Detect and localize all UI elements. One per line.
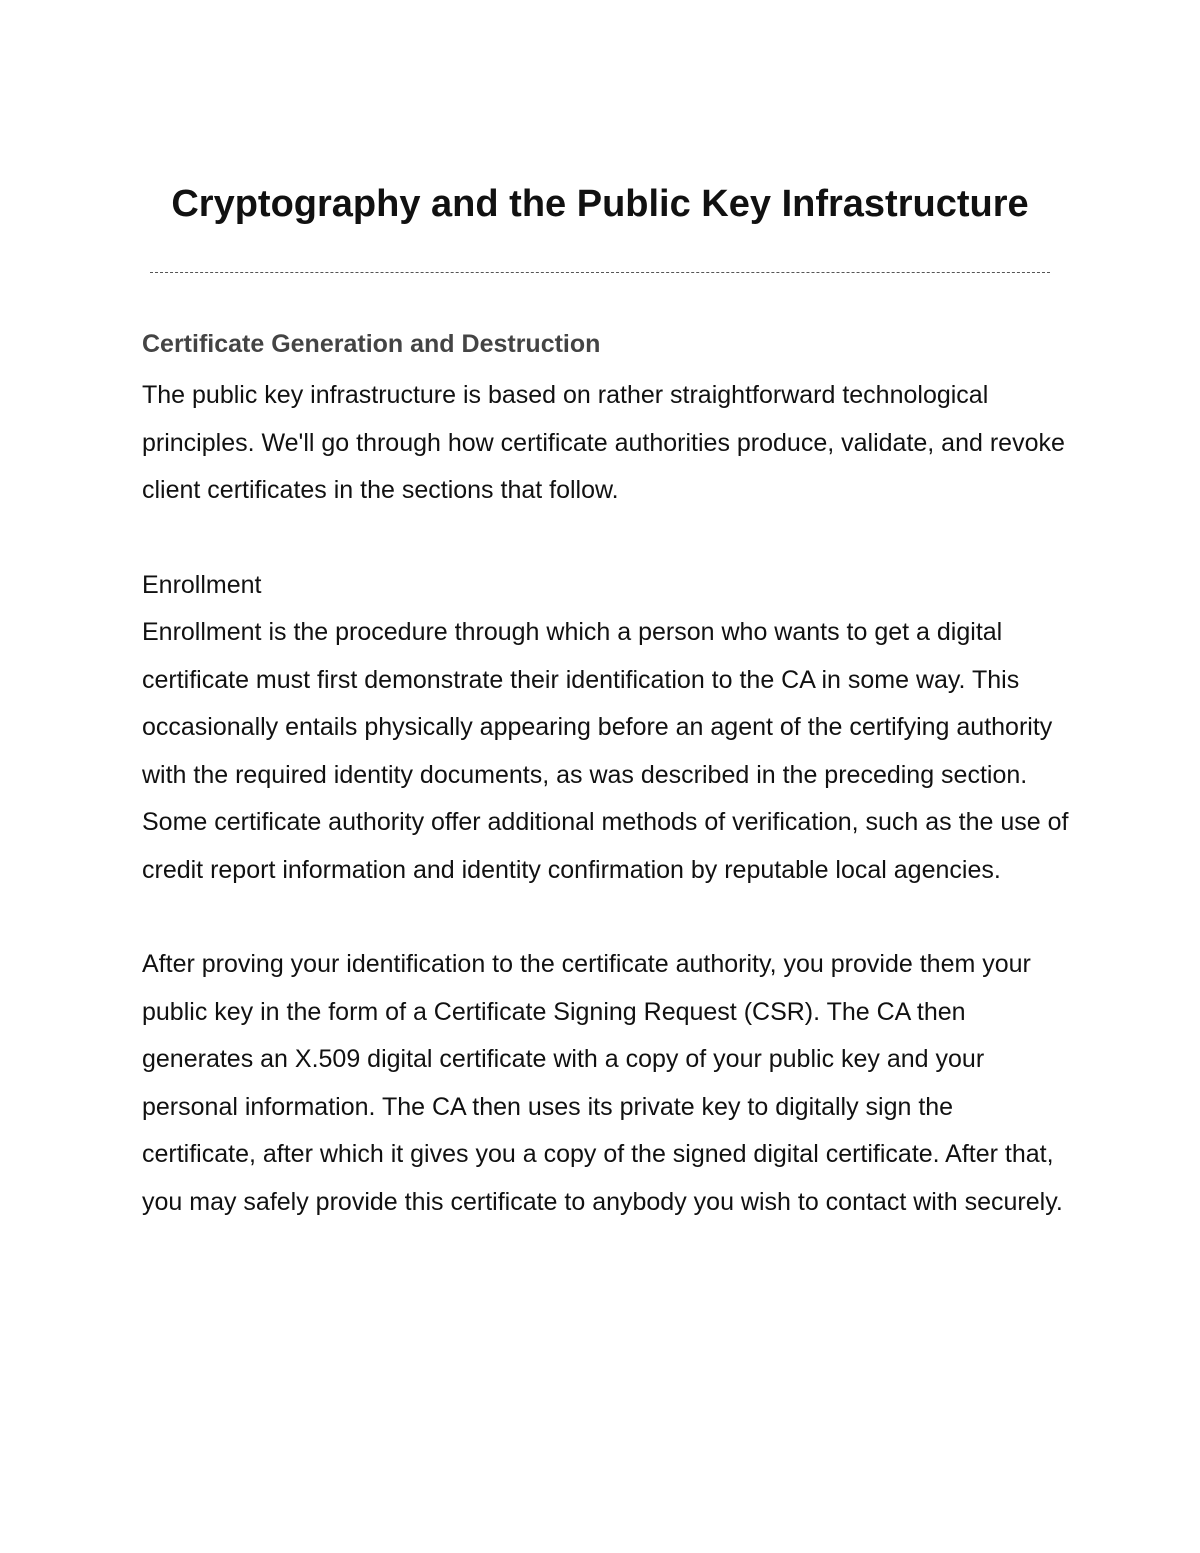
enrollment-subheading: Enrollment (142, 570, 262, 599)
enrollment-paragraph: Enrollment is the procedure through which a person who wants to get a digital certificate must first demonstrate their identification to the CA in some way. This occasionally entails physically appearing before an agent of the certifying authority with the required identity documents, as was described in the preceding section. Some certificate authority offer additional methods of verification, such as the use of credit report information and identity confirmation by reputable local agencies. (142, 618, 1069, 884)
csr-paragraph: After proving your identification to the certificate authority, you provide them your public key in the form of a Certificate Signing Request (CSR). The CA then generates an X.509 digital certificate with a copy of your public key and your personal information. The CA then uses its private key to digitally sign the certificate, after which it gives you a copy of the signed digital certificate. After that, you may safely provide this certificate to anybody you wish to contact with securely. (142, 950, 1063, 1216)
dashed-divider (150, 272, 1050, 273)
section-heading: Certificate Generation and Destruction (142, 330, 601, 358)
document-title: Cryptography and the Public Key Infrastructure (171, 183, 1029, 225)
document-body (142, 324, 1072, 1226)
intro-paragraph: The public key infrastructure is based on rather straightforward technological principles. We'll go through how certificate authorities produce, validate, and revoke client certificates in the sections that follow. (142, 381, 1065, 504)
